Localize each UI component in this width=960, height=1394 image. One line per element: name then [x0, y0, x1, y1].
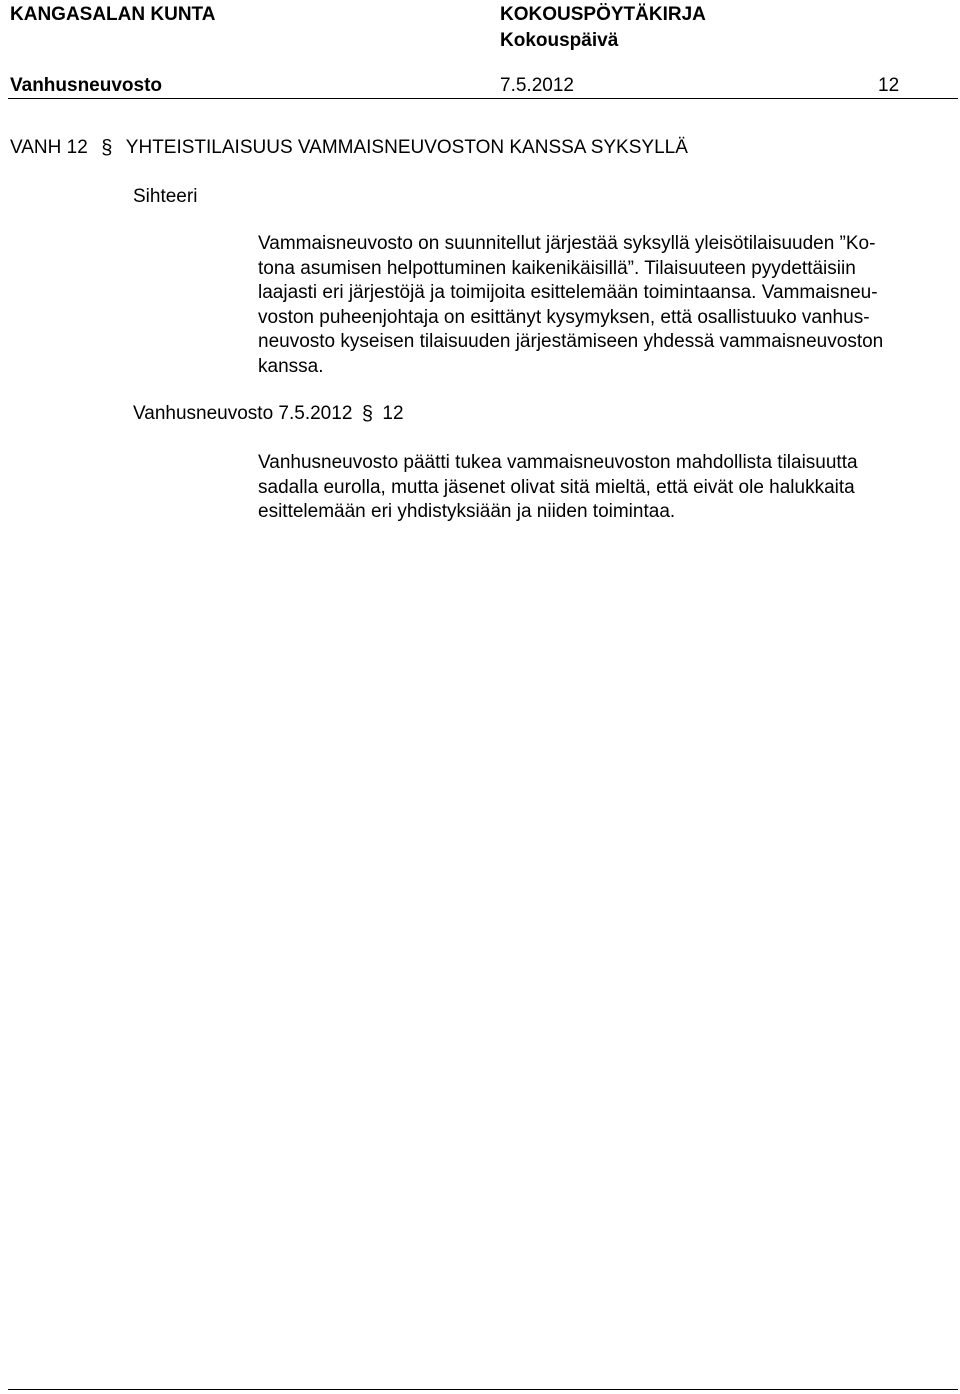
- footer-rule: [8, 1389, 958, 1390]
- proposal-line: neuvosto kyseisen tilaisuuden järjestämiseen yhdessä vammaisneuvoston: [258, 331, 884, 352]
- decision-paragraph: [258, 451, 858, 525]
- document-type: KOKOUSPÖYTÄKIRJA: [500, 4, 706, 25]
- decision-line: Vanhusneuvosto päätti tukea vammaisneuvoston mahdollista tilaisuutta: [258, 452, 858, 473]
- proposal-line: tona asumisen helpottuminen kaikenikäisillä”. Tilaisuuteen pyydettäisiin: [258, 257, 856, 279]
- decision-line: sadalla eurolla, mutta jäsenet olivat sitä mieltä, että eivät ole halukkaita: [258, 476, 855, 498]
- proposal-line: laajasti eri järjestöjä ja toimijoita esittelemään toimintaansa. Vammaisneu-: [258, 282, 878, 303]
- decision-reference: [133, 402, 404, 426]
- decision-reference-text: Vanhusneuvosto 7.5.2012: [133, 403, 353, 424]
- proposal-line: voston puheenjohtaja on esittänyt kysymyksen, että osallistuuko vanhus-: [258, 306, 870, 328]
- proposal-paragraph: [258, 232, 883, 379]
- organization-name: KANGASALAN KUNTA: [10, 4, 216, 25]
- meeting-date-label: Kokouspäivä: [500, 30, 619, 51]
- item-heading: [10, 136, 688, 160]
- meeting-date: 7.5.2012: [500, 75, 574, 96]
- page-number: 12: [878, 75, 900, 96]
- preparer-label: Sihteeri: [133, 186, 198, 207]
- item-title: YHTEISTILAISUUS VAMMAISNEUVOSTON KANSSA SYKSYLLÄ: [125, 137, 688, 158]
- section-sign-icon: §: [361, 403, 373, 425]
- body-name: Vanhusneuvosto: [10, 75, 163, 96]
- proposal-line: Vammaisneuvosto on suunnitellut järjestää syksyllä yleisötilaisuuden ”Ko-: [258, 233, 876, 254]
- header-rule: [8, 98, 958, 99]
- item-code: VANH 12: [10, 137, 88, 158]
- section-sign-icon: §: [101, 137, 113, 159]
- decision-line: esittelemään eri yhdistyksiään ja niiden toimintaa.: [258, 501, 676, 522]
- proposal-line: kanssa.: [258, 355, 324, 377]
- decision-reference-number: 12: [382, 403, 404, 424]
